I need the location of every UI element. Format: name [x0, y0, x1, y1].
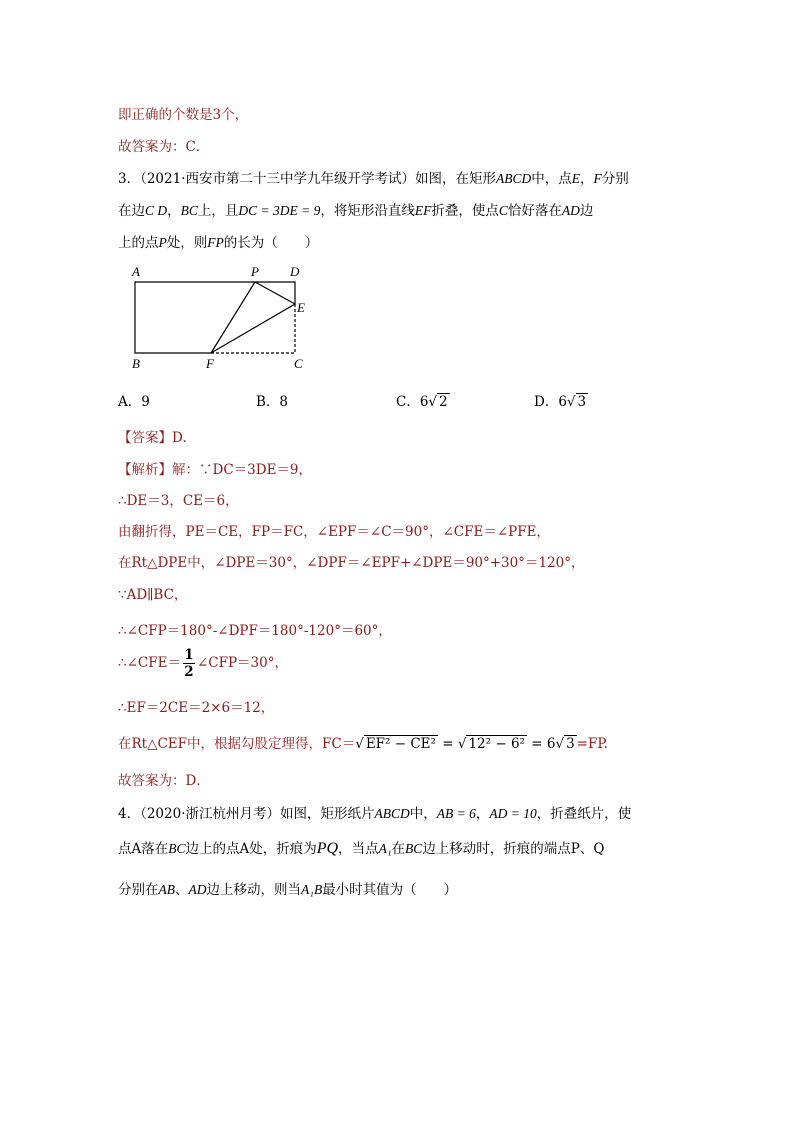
- analysis-line-9: 在Rt△CEF中，根据勾股定理得，FC＝√ EF² − CE² = √ 12² − 6² = 6√ 3 =FP.: [118, 736, 608, 752]
- analysis-line-4: 在Rt△DPE中，∠DPE＝30°，∠DPF＝∠EPF+∠DPE＝90°+30°＝120°，: [118, 555, 585, 571]
- rectangle-fold-figure: [118, 262, 318, 374]
- question-4-line-3: 分别在AB、AD边上移动，则当A₁B最小时其值为（ ）: [118, 882, 458, 898]
- label-b: B: [132, 356, 140, 371]
- option-b[interactable]: B．8: [256, 394, 289, 410]
- option-c[interactable]: C．6√ 2: [396, 394, 448, 410]
- label-c: C: [294, 356, 303, 371]
- segment-pe: [255, 282, 295, 304]
- text-line: 故答案为：C．: [118, 139, 210, 155]
- label-e: E: [297, 300, 305, 315]
- question-3-line-2: 在边C D，BC上，且DC = 3DE = 9，将矩形沿直线EF折叠，使点C恰好落在AD边: [118, 203, 594, 219]
- analysis-line-2: ∴DE＝3，CE＝6，: [118, 493, 239, 509]
- analysis-line-1: 【解析】解：∵DC＝3DE＝9，: [118, 462, 313, 478]
- fraction-one-half: $\frac{1}{2}$: [184, 647, 194, 680]
- label-p: P: [251, 264, 259, 279]
- analysis-line-8: ∴EF＝2CE＝2×6＝12，: [118, 700, 275, 716]
- segment-fp: [211, 282, 255, 353]
- analysis-line-7: ∴∠CFE＝ $\frac{1}{2}$ ∠CFP＝30°，: [118, 647, 288, 680]
- option-a[interactable]: A．9: [118, 394, 150, 410]
- analysis-line-10: 故答案为：D．: [118, 773, 210, 789]
- question-4-line-2: 点A落在BC边上的点A处，折痕为PQ，当点A₁在BC边上移动时，折痕的端点P、Q: [118, 840, 605, 857]
- option-d[interactable]: D．6√ 3: [534, 394, 587, 410]
- text-line: 即正确的个数是3个，: [118, 107, 249, 123]
- label-f: F: [206, 356, 214, 371]
- label-a: A: [132, 264, 140, 279]
- label-d: D: [290, 264, 300, 279]
- analysis-line-3: 由翻折得，PE＝CE，FP＝FC，∠EPF＝∠C＝90°，∠CFE＝∠PFE，: [118, 524, 550, 540]
- segment-fe: [211, 304, 295, 353]
- analysis-line-5: ∵AD∥BC，: [118, 587, 188, 603]
- question-3-line-3: 上的点P处，则FP的长为（ ）: [118, 235, 319, 251]
- question-4-line-1: 4．（2020·浙江杭州月考）如图，矩形纸片ABCD中，AB = 6，AD = 10，折叠纸片，使: [118, 806, 632, 822]
- answer-label: 【答案】D.: [118, 430, 187, 446]
- question-3-line-1: 3．（2021·西安市第二十三中学九年级开学考试）如图，在矩形ABCD中，点E，F分别: [118, 171, 629, 187]
- analysis-line-6: ∴∠CFP＝180°-∠DPF＝180°-120°＝60°，: [118, 623, 392, 639]
